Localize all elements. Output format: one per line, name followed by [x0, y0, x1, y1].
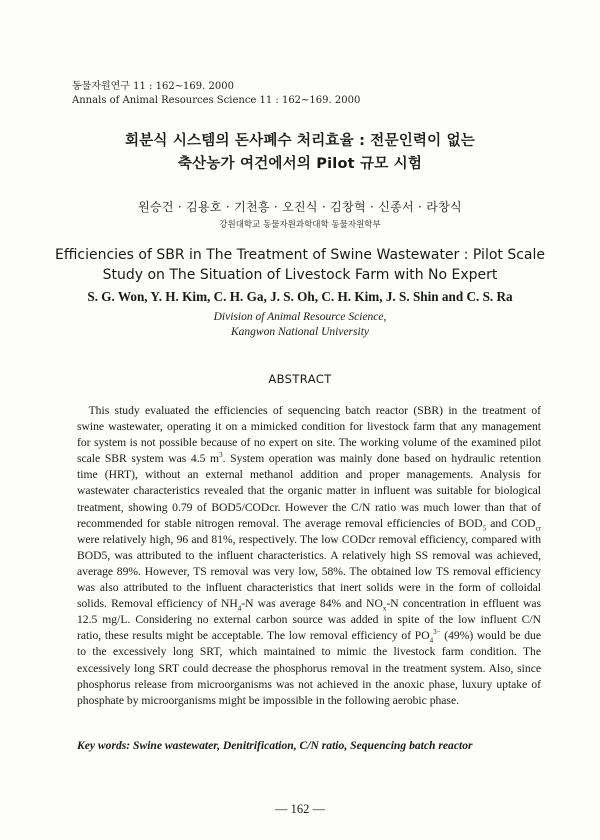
keywords: Key words: Swine wastewater, Denitrification, C/N ratio, Sequencing batch reactor: [77, 739, 473, 752]
abstract-line: were relatively high, 96 and 81%, respectively. The low CODcr removal efficiency, compared with: [77, 532, 541, 546]
abstract-heading: ABSTRACT: [268, 372, 332, 386]
korean-affiliation: 강원대학교 동물자원과학대학 동물자원학부: [219, 220, 381, 230]
english-affiliation: [0, 310, 600, 340]
abstract-line: BOD5, was attributed to the influent characteristics. A relatively high SS removal was achieved,: [77, 548, 541, 562]
abstract-line: phosphorus release from microorganisms was not achieved in the anoxic phase, luxury uptake of: [77, 677, 541, 691]
korean-title: [0, 130, 600, 176]
abstract-line: 12.5 mg/L. Considering no external carbon source was added in spite of the low influent C/N: [77, 613, 541, 627]
abstract-line: scale SBR system was 4.5 $m^3$. System operation was mainly done based on hydraulic retention: [77, 451, 541, 466]
abstract-line: was also attributed to the influent characteristics that inert solids were in the form of colloidal: [77, 581, 541, 595]
english-title-line-2: Study on The Situation of Livestock Farm with No Expert: [102, 267, 498, 283]
english-title-line-1: Efficiencies of SBR in The Treatment of Swine Wastewater : Pilot Scale: [54, 247, 546, 263]
abstract-line: swine wastewater, operating it on a mimicked condition for livestock farm that any management: [77, 420, 541, 434]
korean-title-line-1: 회분식 시스템의 돈사폐수 처리효율 : 전문인력이 없는: [124, 133, 476, 149]
abstract-line: This study evaluated the efficiencies of sequencing batch reactor (SBR) in the treatment of: [88, 404, 541, 417]
abstract-line: for system is not possible because of no expert on site. The working volume of the examined pilot: [77, 436, 541, 450]
journal-citation-english: Annals of Animal Resources Science 11 : 162~169. 2000: [72, 95, 361, 106]
abstract-line: excessively long SRT could decrease the phosphorus removal in the treatment system. Also, since: [77, 661, 541, 675]
english-affiliation-line-2: Kangwon National University: [231, 326, 369, 338]
abstract-line: to the excessively long SRT, which maintained to mimic the livestock farm condition. The: [77, 645, 541, 659]
abstract-line: ratio, these results might be acceptable. The low removal efficiency of $PO_4^{3-}$ (49%) would be due: [77, 628, 542, 645]
korean-authors: 원승건 · 김용호 · 기천흥 · 오진식 · 김창혁 · 신종서 · 라창식: [138, 200, 462, 214]
korean-title-line-2: 축산농가 여건에서의 Pilot 규모 시험: [177, 156, 423, 172]
journal-citation-korean: 동물자원연구 11 : 162~169. 2000: [72, 81, 234, 92]
abstract-line: average 89%. However, TS removal was very low, 58%. The obtained low TS removal efficiency: [77, 564, 541, 578]
abstract-line: wastewater characteristics revealed that the organic matter in influent was suitable for biological: [77, 484, 541, 498]
abstract-line: time (HRT), without an external methanol addition and proper managements. Analysis for: [77, 468, 541, 482]
english-title: [0, 245, 600, 285]
page-number: — 162 —: [275, 802, 325, 816]
abstract-line: phosphate by microorganisms might be impossible in the following aerobic phase.: [77, 693, 459, 707]
english-authors: S. G. Won, Y. H. Kim, C. H. Ga, J. S. Oh, C. H. Kim, J. S. Shin and C. S. Ra: [87, 289, 513, 304]
abstract-line: recommended for stable nitrogen removal. The average removal efficiencies of $BOD_5$ and $COD_{cr}$: [77, 516, 542, 532]
abstract-line: solids. Removal efficiency of $NH_4-N$ was average 84% and $NO_x-N$ concentration in effluent was: [77, 597, 541, 613]
journal-citation: [72, 80, 360, 108]
abstract-body: [77, 403, 541, 709]
abstract-line: treatment, showing 0.79 of BOD5/CODcr. However the C/N ratio was much lower than that of: [77, 500, 541, 514]
english-affiliation-line-1: Division of Animal Resource Science,: [213, 311, 387, 323]
